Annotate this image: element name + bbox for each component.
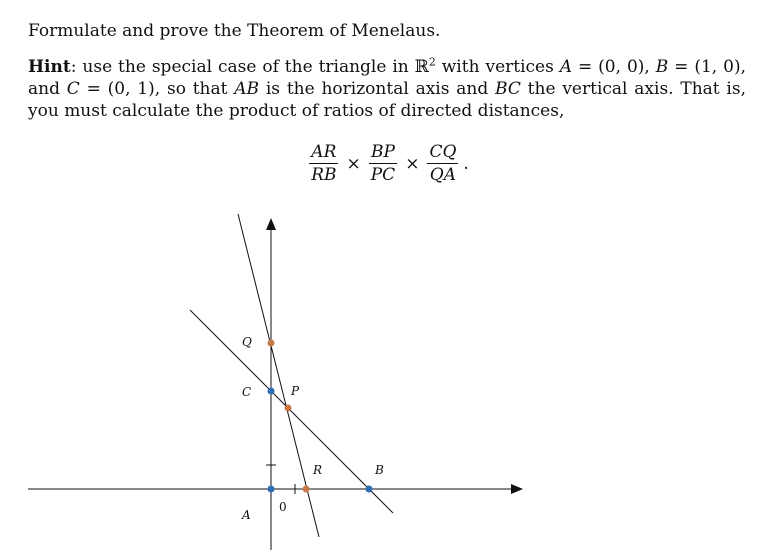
label-origin: 0 bbox=[279, 500, 287, 514]
ratio-3-numerator: CQ bbox=[429, 142, 457, 162]
point-q bbox=[268, 340, 275, 347]
ratio-1-denominator: RB bbox=[311, 165, 337, 185]
horizontal-axis-arrowhead bbox=[511, 484, 523, 494]
point-c bbox=[268, 388, 275, 395]
times-symbol-1: × bbox=[346, 153, 361, 174]
segment-ab: AB bbox=[234, 79, 260, 99]
formula-period: . bbox=[463, 153, 469, 174]
label-a: A bbox=[242, 508, 251, 522]
ratio-2-numerator: BP bbox=[370, 142, 395, 162]
vertex-a-coord: = (0, 0), bbox=[572, 57, 656, 77]
vertex-b-name: B bbox=[655, 57, 669, 77]
ratio-3-denominator: QA bbox=[429, 165, 457, 185]
label-r: R bbox=[313, 463, 323, 477]
vertex-a-name: A bbox=[559, 57, 573, 77]
point-r bbox=[303, 486, 310, 493]
hint-text-4: is the horizontal axis and bbox=[259, 79, 496, 99]
problem-statement: Formulate and prove the Theorem of Menelaus. bbox=[28, 21, 441, 41]
vertex-c-name: C bbox=[66, 79, 80, 99]
ratio-2-denominator: PC bbox=[370, 165, 396, 185]
point-p bbox=[285, 405, 292, 412]
label-b: B bbox=[375, 463, 384, 477]
label-q: Q bbox=[242, 335, 252, 349]
vertex-b-coord: = (1, 0), bbox=[668, 57, 746, 77]
vertex-c-coord: = (0, 1), so that bbox=[79, 79, 235, 99]
space-symbol: ℝ bbox=[414, 57, 429, 77]
hint-text-1: : use the special case of the triangle in bbox=[70, 57, 415, 77]
line-bc bbox=[190, 310, 393, 513]
point-b bbox=[366, 486, 373, 493]
space-exponent: 2 bbox=[428, 55, 436, 69]
hint-label: Hint bbox=[28, 57, 71, 77]
point-a bbox=[268, 486, 275, 493]
label-c: C bbox=[242, 385, 252, 399]
times-symbol-2: × bbox=[405, 153, 420, 174]
hint-text-2: with vertices bbox=[435, 57, 560, 77]
hint-text-5: the vertical axis. That is, you must calculate the product of ratios of directed distances, bbox=[28, 79, 746, 121]
vertical-axis-arrowhead bbox=[266, 218, 276, 230]
hint-text-3: and bbox=[28, 79, 67, 99]
label-p: P bbox=[291, 384, 300, 398]
segment-bc: BC bbox=[495, 79, 521, 99]
ratio-1-numerator: AR bbox=[311, 142, 337, 162]
